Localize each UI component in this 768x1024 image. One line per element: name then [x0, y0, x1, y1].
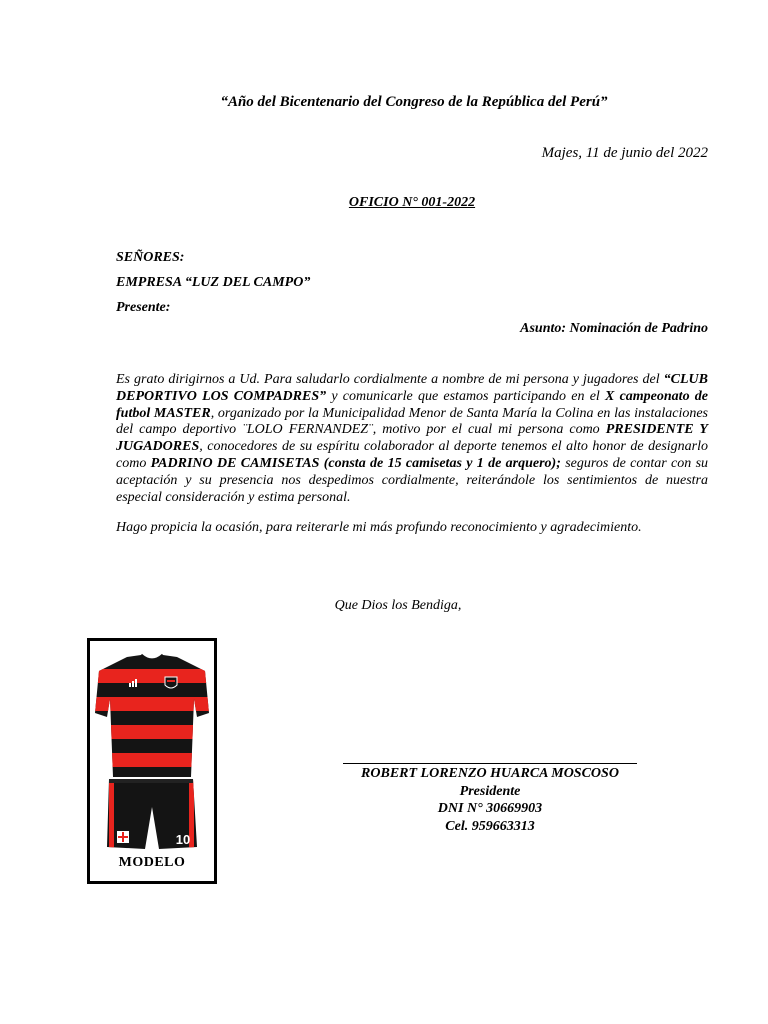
signer-phone: Cel. 959663313 [445, 818, 535, 834]
body-text: y comunicarle que estamos participando en el [326, 388, 606, 404]
letter-body [116, 372, 708, 537]
sponsor-detail: (consta de 15 camisetas y 1 de arquero); [319, 455, 561, 471]
body-text: Es grato dirigirnos a Ud. Para saludarlo cordialmente a nombre de mi persona y jugadores del [116, 372, 664, 387]
closing-line: Que Dios los Bendiga, [334, 598, 462, 613]
model-label: MODELO [118, 855, 186, 870]
recipient-salutation: SEÑORES: [116, 250, 185, 265]
oficio-number: OFICIO N° 001-2022 [348, 195, 476, 210]
signature-line [343, 763, 637, 764]
year-motto: “Año del Bicentenario del Congreso de la República del Perú” [220, 94, 608, 110]
club-crest-icon [165, 677, 177, 688]
recipient-company: EMPRESA “LUZ DEL CAMPO” [116, 275, 311, 290]
body-paragraph-2: Hago propicia la ocasión, para reiterarle mi más profundo reconocimiento y agradecimiento. [116, 520, 642, 536]
place-date: Majes, 11 de junio del 2022 [541, 145, 708, 161]
recipient-block [116, 245, 310, 320]
jersey-icon [93, 647, 211, 787]
body-text: , organizado por la Municipalidad Menor de Santa María la Colina en las instalaciones del campo deportivo ¨LOLO FERNANDEZ¨, motivo por el cual mi persona como [116, 405, 708, 438]
kit-illustration [93, 647, 211, 853]
recipient-presente: Presente: [116, 300, 171, 315]
body-text: seguros de contar con su aceptación y su presencia nos despedimos cordialmente, reiterándole los sentimientos de nuestra especial consideración y estima personal. [116, 455, 709, 505]
shorts-number: 10 [175, 832, 191, 847]
role-highlight: PRESIDENTE Y JUGADORES [116, 422, 708, 455]
signer-name: ROBERT LORENZO HUARCA MOSCOSO [361, 766, 619, 781]
subject-line: Asunto: Nominación de Padrino [520, 321, 708, 336]
body-paragraph-1 [116, 372, 708, 506]
championship-name: X campeonato de futbol MASTER [116, 388, 708, 421]
signer-title: Presidente [459, 783, 521, 799]
club-name: “CLUB DEPORTIVO LOS COMPADRES” [116, 372, 708, 404]
signer-dni: DNI N° 30669903 [437, 801, 543, 816]
signature-block [330, 765, 650, 835]
sponsor-role: PADRINO DE CAMISETAS [150, 455, 320, 471]
body-text: , conocedores de su espíritu colaborador al deporte tenemos el alto honor de designarlo como [116, 439, 708, 471]
shorts-icon [107, 779, 197, 849]
model-image-box [87, 638, 217, 884]
